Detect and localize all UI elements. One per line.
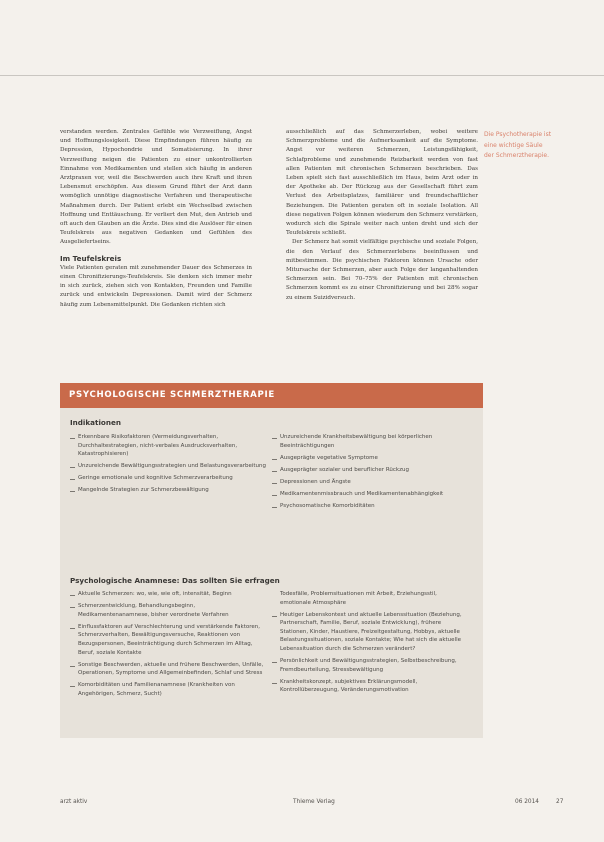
body-paragraph: Viele Patienten geraten mit zunehmender Dauer des Schmerzes in einen Chronifizierungs-Teufelskreis. Sie denken sich immer mehr in sich zurück, ziehen sich von Kontakten, Freunden und Familie zurück und entwickeln Depressionen. Damit wird der Schmerz häufig zum Lebensmittelpunkt. Die Gedanken richten sich (60, 264, 252, 308)
page-footer (60, 799, 564, 811)
list-item: Krankheitskonzept, subjektives Erklärungsmodell, Kontrollüberzeugung, Veränderungsmotivation (272, 678, 468, 695)
list-item: Todesfälle, Problemsituationen mit Arbeit, Erziehungsstil, emotionale Atmosphäre (280, 591, 437, 606)
top-rule (0, 75, 604, 76)
indications-title: Indikationen (70, 418, 121, 427)
list-item: Unzureichende Bewältigungsstrategien und Belastungsverarbeitung (70, 462, 266, 471)
dash-marker (272, 507, 277, 508)
dash-marker (70, 595, 75, 596)
dash-marker (272, 459, 277, 460)
dash-marker (70, 628, 75, 629)
list-item: Ausgeprägte vegetative Symptome (272, 454, 468, 463)
dash-marker (70, 467, 75, 468)
section-heading: Im Teufelskreis (60, 253, 122, 263)
dash-marker (272, 471, 277, 472)
indications-list-left (70, 433, 266, 499)
dash-marker (70, 479, 75, 480)
list-item: Erkennbare Risikofaktoren (Vermeidungsverhalten, Durchhaltestrategien, nicht-verbales Ausdrucksverhalten, Katastrophisieren) (70, 433, 266, 459)
body-paragraph: Der Schmerz hat somit vielfältige psychische und soziale Folgen, die den Verlauf des Schmerzerlebens beeinflussen und mitbestimmen. Die psychischen Faktoren können Ursache oder Mitursache der Schmerzen, aber auch Folge der langanhaltenden Schmerzen sein. Bei 70–75% der Patienten mit chronischen Schmerzen kommt es zu einer Chronifizierung und bei 28% sogar zu einem Suizidversuch. (286, 239, 478, 301)
dash-marker (70, 491, 75, 492)
page-number: 27 (556, 799, 564, 805)
dash-marker (70, 438, 75, 439)
list-item: Schmerzentwicklung, Behandlungsbeginn, Medikamentenanamnese, bisher verordnete Verfahren (70, 602, 266, 619)
list-item: Persönlichkeit und Bewältigungsstrategien, Selbstbeschreibung, Fremdbeurteilung, Stressbewältigung (272, 657, 468, 674)
info-box-title: PSYCHOLOGISCHE SCHMERZTHERAPIE (60, 383, 483, 408)
text-column-right (286, 128, 478, 303)
list-item: Komorbiditäten und Familienanamnese (Krankheiten von Angehörigen, Schmerz, Sucht) (70, 681, 266, 698)
dash-marker (70, 607, 75, 608)
dash-marker (272, 483, 277, 484)
list-item: Mangelnde Strategien zur Schmerzbewältigung (70, 486, 266, 495)
info-box (60, 383, 483, 738)
indications-list-right (272, 433, 468, 514)
list-item: Einflussfaktoren auf Verschlechterung und verstärkende Faktoren, Schmerzverhalten, Bewältigungsversuche, Reaktionen von Bezugspersonen, Beeinträchtigung durch Schmerzen im Alltag, Beruf, soziale Kontakte (70, 623, 266, 657)
dash-marker (272, 683, 277, 684)
dash-marker (272, 616, 277, 617)
list-item: Ausgeprägter sozialer und beruflicher Rückzug (272, 466, 468, 475)
dash-marker (272, 438, 277, 439)
list-item: Sonstige Beschwerden, aktuelle und frühere Beschwerden, Unfälle, Operationen, Symptome und Allgemeinbefinden, Schlaf und Stress (70, 661, 266, 678)
list-item: Geringe emotionale und kognitive Schmerzverarbeitung (70, 474, 266, 483)
footer-issue: 06 2014 (515, 799, 539, 805)
footer-journal: arzt aktiv (60, 799, 88, 805)
anamnesis-title: Psychologische Anamnese: Das sollten Sie erfragen (70, 576, 280, 585)
dash-marker (272, 662, 277, 663)
anamnesis-list-left (70, 590, 266, 702)
list-item: Depressionen und Ängste (272, 478, 468, 487)
dash-marker (272, 495, 277, 496)
list-item: Aktuelle Schmerzen: wo, wie, wie oft, intensität, Beginn (70, 590, 266, 599)
list-item: Psychosomatische Komorbiditäten (272, 502, 468, 511)
body-paragraph: verstanden werden. Zentrales Gefühle wie Verzweiflung, Angst und Hoffnungslosigkeit. Diese Empfindungen führen häufig zu Depression, Hypochondrie und Somatisierung. In ihrer Verzweiflung neigen die Patienten zu einer unkontrollierten Einnahme von Medikamenten und stellen sich häufig in anderen Arztpraxen vor, weil die Beschwerden auch ihre Kraft und ihren Lebensmut erschöpfen. Aus diesem Grund führt der Arzt dann womöglich unnötige diagnostische Verfahren und therapeutische Maßnahmen durch. Der Patient erlebt ein Wechselbad zwischen Hoffnung und Enttäuschung. Er verliert den Mut, den Antrieb und oft auch den Glauben an die Ärzte. Dies sind die Auslöser für einen Teufelskreis aus negativen Gedanken und Gefühlen des Ausgeliefertseins. (60, 129, 252, 246)
list-item: Heutiger Lebenskontext und aktuelle Lebenssituation (Beziehung, Partnerschaft, Familie, Beruf, soziale Entwicklung), frühere Stationen, Kinder, Haustiere, Freizeitgestaltung, Hobbys, aktuelle Belastungssituationen, soziale Kontakte; Wie hat sich die aktuelle Lebenssituation durch die Schmerzen verändert? (272, 611, 468, 654)
text-column-left (60, 128, 252, 310)
dash-marker (70, 666, 75, 667)
footer-publisher: Thieme Verlag (293, 799, 335, 805)
list-item: Medikamentenmissbrauch und Medikamentenabhängigkeit (272, 490, 468, 499)
body-paragraph: ausschließlich auf das Schmerzerleben, wobei weitere Schmerzprobleme und die Aufmerksamkeit auf die Symptome. Angst vor weiteren Schmerzen, Leistungsfähigkeit, Schlafprobleme und zunehmende Reizbarkeit werden von fast allen Patienten mit chronischen Schmerzen beschrieben. Das Leben spielt sich fast ausschließlich im Haus, beim Arzt oder in der Apotheke ab. Der Rückzug aus der Gesellschaft führt zum Verlust des Arbeitsplatzes, familiärer und freundschaftlicher Beziehungen. Die Patienten geraten oft in soziale Isolation. All diese negativen Folgen können wiederum den Schmerz verstärken, wodurch sich die Spirale weiter nach unten dreht und sich der Teufelskreis schließt. (286, 129, 478, 237)
list-item: Unzureichende Krankheitsbewältigung bei körperlichen Beeinträchtigungen (272, 433, 468, 450)
margin-note: Die Psychotherapie ist eine wichtige Säule der Schmerztherapie. (484, 131, 552, 159)
dash-marker (70, 686, 75, 687)
anamnesis-list-right (272, 590, 468, 699)
